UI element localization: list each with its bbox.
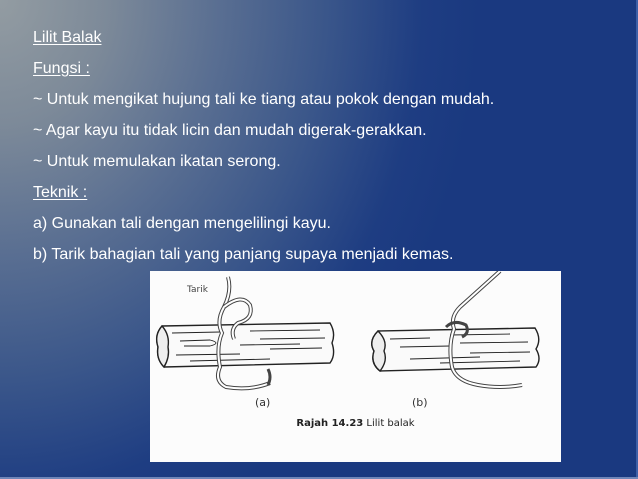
- fungsi-heading: Fungsi :: [33, 60, 90, 77]
- fungsi-item: ~ Untuk mengikat hujung tali ke tiang atau pokok dengan mudah.: [33, 91, 495, 108]
- pull-label: Tarik: [187, 285, 208, 295]
- figure-caption: [150, 418, 561, 429]
- figure-caption-text: Lilit balak: [366, 418, 415, 429]
- log-a-drawing: [157, 323, 334, 367]
- slide-title: Lilit Balak: [33, 29, 102, 46]
- teknik-item: a) Gunakan tali dengan mengelilingi kayu.: [33, 215, 331, 232]
- figure-label-a: (a): [255, 396, 271, 409]
- timber-hitch-illustration: [150, 271, 561, 462]
- teknik-item: b) Tarik bahagian tali yang panjang supaya menjadi kemas.: [33, 246, 454, 263]
- timber-hitch-figure: [150, 271, 561, 462]
- fungsi-item: ~ Untuk memulakan ikatan serong.: [33, 153, 281, 170]
- figure-caption-number: Rajah 14.23: [296, 418, 364, 429]
- fungsi-item: ~ Agar kayu itu tidak licin dan mudah digerak-gerakkan.: [33, 122, 427, 139]
- log-b-drawing: [372, 328, 539, 371]
- teknik-heading: Teknik :: [33, 184, 88, 201]
- slide-text-block: [33, 22, 494, 270]
- figure-label-b: (b): [412, 396, 428, 409]
